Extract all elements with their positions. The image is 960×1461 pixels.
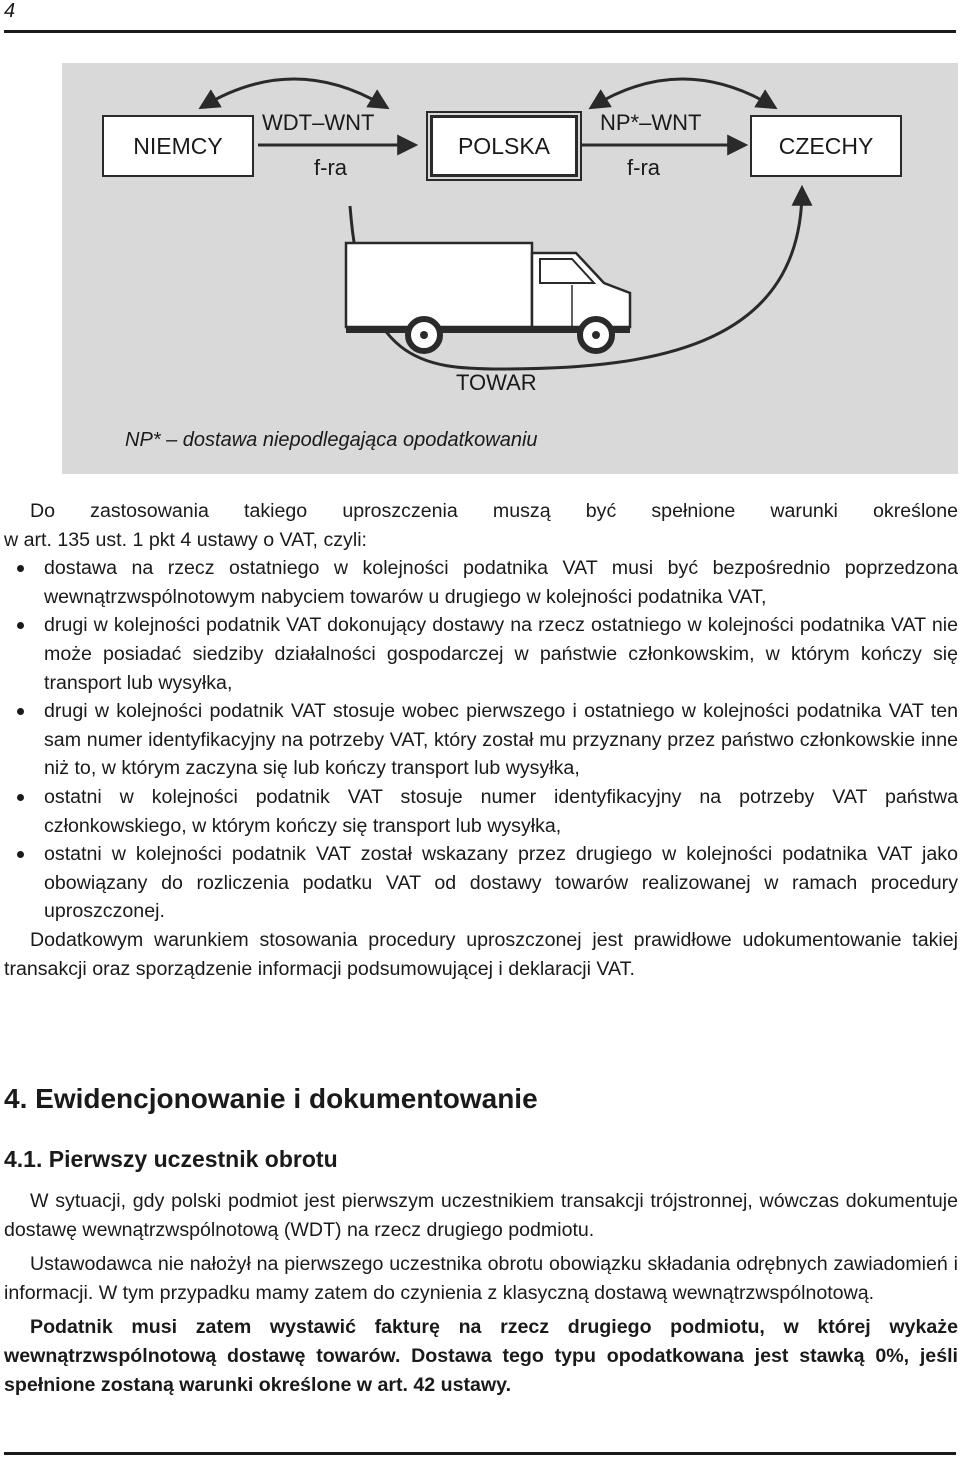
subsection-heading <box>4 1146 338 1173</box>
country-box-niemcy <box>102 115 254 177</box>
list-item: drugi w kolejności podatnik VAT dokonujący dostawy na rzecz ostatniego w kolejności podatnika VAT nie może posiadać siedziby działalności gospodarczej w państwie członkowskim, w którym kończy się transport lub wysyłka, <box>4 611 958 697</box>
section-number: 4. <box>4 1083 28 1114</box>
page-number: 4 <box>4 0 16 22</box>
arrow-label-invoice: f-ra <box>627 155 660 180</box>
section-title: Ewidencjonowanie i dokumentowanie <box>35 1083 538 1114</box>
bottom-rule <box>4 1452 956 1455</box>
section-heading <box>4 1083 538 1115</box>
intro-line-1: Do zastosowania takiego uproszczenia muszą być spełnione warunki określone <box>30 500 958 522</box>
list-item: dostawa na rzecz ostatniego w kolejności podatnika VAT musi być bezpośrednio poprzedzona wewnątrzwspólnotowym nabyciem towarów u drugiego w kolejności podatnika VAT, <box>4 554 958 611</box>
country-label: CZECHY <box>778 132 874 159</box>
paragraph: W sytuacji, gdy polski podmiot jest pierwszym uczestnikiem transakcji trójstronnej, wówczas dokumentuje dostawę wewnątrzwspólnotową (WDT) na rzecz drugiego podmiotu. <box>4 1190 958 1241</box>
top-rule <box>4 30 956 33</box>
diagram-footnote: NP* – dostawa niepodlegająca opodatkowaniu <box>125 429 538 451</box>
list-item: ostatni w kolejności podatnik VAT stosuje numer identyfikacyjny na potrzeby VAT państwa członkowskiego, w którym kończy się transport lub wysyłka, <box>4 783 958 840</box>
arrow-label-wdt: WDT–WNT <box>262 110 375 135</box>
conditions-list <box>4 554 958 926</box>
country-box-polska <box>430 115 578 177</box>
country-box-czechy <box>750 115 902 177</box>
country-label: POLSKA <box>457 132 551 159</box>
paragraph: Ustawodawca nie nałożył na pierwszego uczestnika obrotu obowiązku składania odrębnych zawiadomień i informacji. W tym przypadku mamy zatem do czynienia z klasyczną dostawą wewnątrzwspólnotową. <box>4 1253 958 1304</box>
arrow-label-invoice: f-ra <box>314 155 347 180</box>
intro-text <box>4 497 958 983</box>
country-label: NIEMCY <box>133 132 223 159</box>
subsection-number: 4.1. <box>4 1146 43 1172</box>
section-body <box>4 1187 958 1399</box>
list-item: drugi w kolejności podatnik VAT stosuje wobec pierwszego i ostatniego w kolejności podatnika VAT ten sam numer identyfikacyjny na potrzeby VAT, który został mu przyznany przez państwo członkowskie inne niż to, w którym zaczyna się lub kończy transport lub wysyłka, <box>4 697 958 783</box>
curve-arrow-left <box>202 79 386 107</box>
arrow-label-np: NP*–WNT <box>600 110 702 135</box>
goods-label: TOWAR <box>456 370 537 395</box>
subsection-title: Pierwszy uczestnik obrotu <box>48 1146 338 1172</box>
curve-arrow-right <box>592 79 774 107</box>
intro-line-2: w art. 135 ust. 1 pkt 4 ustawy o VAT, czyli: <box>4 528 367 551</box>
additional-condition: Dodatkowym warunkiem stosowania procedury uproszczonej jest prawidłowe udokumentowanie takiej transakcji oraz sporządzenie informacji podsumowującej i deklaracji VAT. <box>4 928 958 980</box>
transaction-diagram <box>62 63 958 474</box>
bold-paragraph: Podatnik musi zatem wystawić fakturę na rzecz drugiego podmiotu, w której wykaże wewnątrzwspólnotową dostawę towarów. Dostawa tego typu opodatkowana jest stawką 0%, jeśli spełnione zostaną warunki określone w art. 42 ustawy. <box>4 1316 958 1396</box>
list-item: ostatni w kolejności podatnik VAT został wskazany przez drugiego w kolejności podatnika VAT jako obowiązany do rozliczenia podatku VAT od dostawy towarów realizowanej w ramach procedury uproszczonej. <box>4 840 958 926</box>
